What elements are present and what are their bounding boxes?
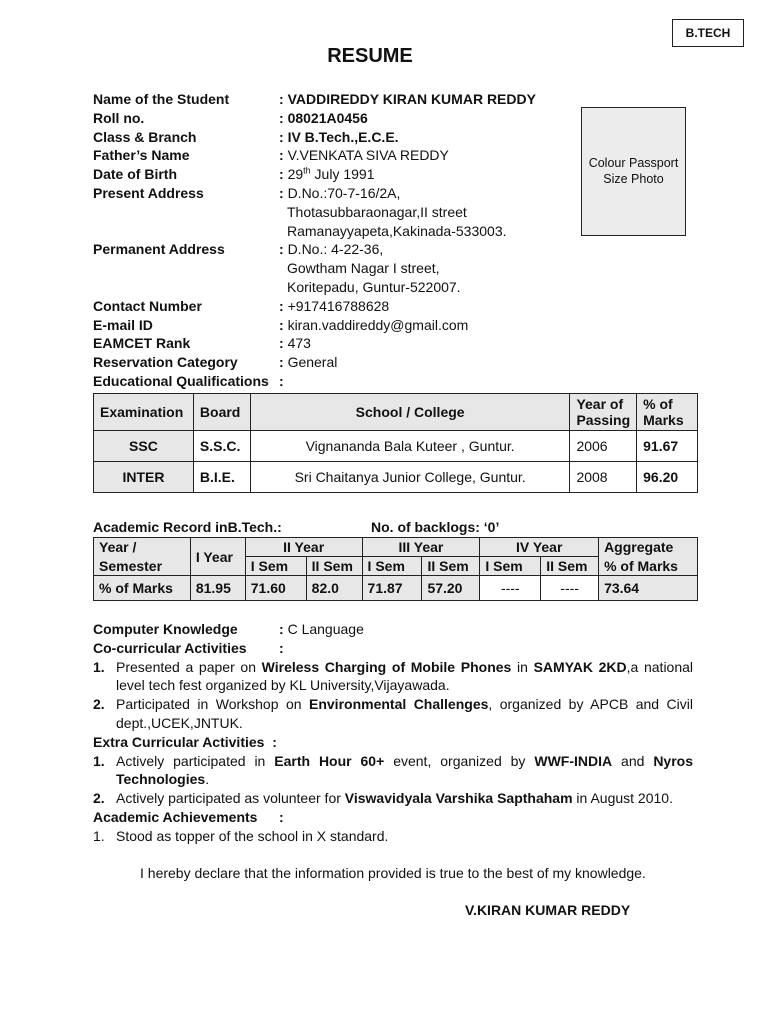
backlogs-label: No. of backlogs: ‘0’ (371, 519, 500, 535)
marks-label: % of Marks (94, 576, 191, 601)
extracurricular-heading: Extra Curricular Activities : (93, 733, 277, 750)
academic-record-table: Year / I Year II Year III Year IV Year Aggregate Semester I Sem II Sem I Sem II Sem I Sem II Sem % of Marks % of Marks 81.95 71.60 82.0 71.87 57.20 ---- ---- 73.64 (93, 537, 698, 601)
first-year-header: I Year (190, 538, 245, 576)
semester-header: II Sem (422, 557, 480, 576)
aggregate-header: Aggregate (599, 538, 698, 557)
list-item: 2. Participated in Workshop on Environmental Challenges, organized by APCB and Civil dept.,UCEK,JNTUK. (93, 696, 693, 731)
father-label: Father’s Name (93, 147, 190, 164)
name-row: Name of the Student : VADDIREDDY KIRAN KUMAR REDDY (93, 91, 536, 107)
cocurricular-heading: Co-curricular Activities : (93, 639, 284, 656)
contact-number: +917416788628 (287, 297, 390, 314)
table-row: INTER B.I.E. Sri Chaitanya Junior College, Guntur. 2008 96.20 (94, 462, 698, 493)
list-item: 1. Actively participated in Earth Hour 60+ event, organized by WWF-INDIA and Nyros Technologies. (93, 752, 693, 788)
semester-header: II Sem (541, 557, 599, 576)
semester-header: I Sem (245, 557, 306, 576)
extracurricular-list (93, 752, 693, 808)
contact-row: Contact Number : +917416788628 (93, 297, 390, 314)
skills-activities-section (93, 620, 693, 846)
permanent-address-row (93, 240, 563, 296)
third-year-header: III Year (362, 538, 480, 557)
declaration-text: I hereby declare that the information provided is true to the best of my knowledge. (140, 865, 646, 881)
father-name: V.VENKATA SIVA REDDY (287, 147, 449, 164)
present-address: : D.No.:70-7-16/2A, Thotasubbaraonagar,II street Ramanayyapeta,Kakinada-533003. (279, 184, 507, 239)
col-examination: Examination (94, 394, 194, 431)
achievements-heading: Academic Achievements : (93, 808, 284, 825)
dob-row (93, 165, 563, 184)
education-label: Educational Qualifications (93, 372, 269, 389)
year-semester-label: Year / (94, 538, 191, 557)
reservation-label: Reservation Category (93, 354, 238, 371)
name-label: Name of the Student (93, 91, 230, 107)
col-school: School / College (250, 394, 570, 431)
academic-record-heading (93, 518, 703, 536)
signature-name: V.KIRAN KUMAR REDDY (465, 902, 631, 918)
education-header-row (94, 394, 698, 431)
academic-record-label: Academic Record inB.Tech.: (93, 519, 282, 535)
list-item: 1. Presented a paper on Wireless Charging of Mobile Phones in SAMYAK 2KD,a national level tech fest organized by KL University,Vijayawada. (93, 658, 694, 694)
semester-header: I Sem (362, 557, 422, 576)
computer-knowledge-row: Computer Knowledge : C Language (93, 621, 364, 637)
email-address: kiran.vaddireddy@gmail.com (287, 316, 469, 333)
reservation-row: Reservation Category : General (93, 354, 338, 371)
semester-header: I Sem (480, 557, 541, 576)
present-address-row (93, 184, 563, 240)
semester-header: II Sem (306, 557, 362, 576)
cocurricular-list (93, 658, 693, 733)
roll-number: 08021A0456 (287, 109, 368, 126)
marks-row: % of Marks 81.95 71.60 82.0 71.87 57.20 ---- ---- 73.64 (94, 576, 698, 601)
page-title: RESUME (327, 45, 413, 67)
eamcet-rank: 473 (287, 335, 311, 352)
dob-label: Date of Birth (93, 166, 177, 183)
computer-knowledge-value: C Language (287, 621, 364, 637)
col-marks: % of Marks (637, 394, 698, 431)
roll-label: Roll no. (93, 109, 145, 126)
table-row: SSC S.S.C. Vignananda Bala Kuteer , Guntur. 2006 91.67 (94, 431, 698, 462)
second-year-header: II Year (245, 538, 362, 557)
col-board: Board (193, 394, 250, 431)
date-of-birth: : 29th July 1991 (279, 165, 375, 183)
list-item: 2. Actively participated as volunteer for Viswavidyala Varshika Sapthaham in August 2010. (93, 790, 673, 807)
col-year: Year of Passing (570, 394, 637, 431)
list-item: 1. Stood as topper of the school in X standard. (93, 827, 389, 844)
eamcet-label: EAMCET Rank (93, 335, 191, 352)
father-row: Father’s Name : V.VENKATA SIVA REDDY (93, 147, 449, 164)
permanent-address: : D.No.: 4-22-36, Gowtham Nagar I street, Koritepadu, Guntur-522007. (279, 241, 461, 295)
class-row: Class & Branch : IV B.Tech.,E.C.E. (93, 128, 399, 145)
reservation-category: General (287, 354, 338, 371)
student-name: VADDIREDDY KIRAN KUMAR REDDY (287, 91, 536, 107)
fourth-year-header: IV Year (480, 538, 599, 557)
permanent-address-label: Permanent Address (93, 241, 225, 258)
roll-row: Roll no. : 08021A0456 (93, 109, 368, 126)
contact-label: Contact Number (93, 297, 202, 314)
present-address-label: Present Address (93, 184, 204, 201)
email-row: E-mail ID : kiran.vaddireddy@gmail.com (93, 316, 469, 333)
education-table (93, 393, 698, 493)
class-branch: IV B.Tech.,E.C.E. (287, 128, 399, 145)
computer-knowledge-label: Computer Knowledge (93, 621, 238, 637)
eamcet-row: EAMCET Rank : 473 (93, 335, 311, 352)
education-heading-row: Educational Qualifications : (93, 372, 284, 389)
photo-placeholder: Colour Passport Size Photo (581, 107, 686, 236)
email-label: E-mail ID (93, 316, 153, 333)
personal-info (93, 90, 563, 391)
class-label: Class & Branch (93, 128, 197, 145)
program-badge: B.TECH (672, 19, 744, 47)
